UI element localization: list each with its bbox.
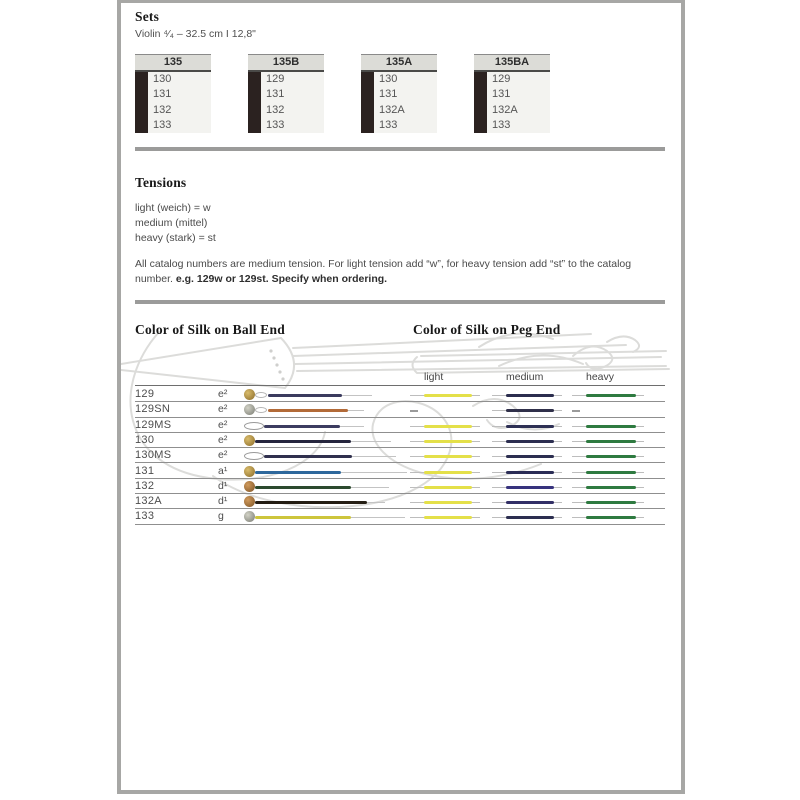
ball-end-silk-color [255,471,341,474]
catalog-number: 130MS [135,449,172,462]
color-row-130 [135,432,665,448]
color-row-129 [135,386,665,402]
catalog-number: 130 [135,433,155,446]
color-row-129MS [135,417,665,433]
string-note: e² [218,388,228,400]
column-header-light: light [424,371,444,383]
set-item: 129 [492,73,511,85]
peg-end-silk-color-light [424,501,472,504]
string-note: e² [218,433,228,446]
string-tail [352,456,396,457]
ball-end-silk-color [255,516,351,519]
ball-end-string-illustration [244,493,424,508]
color-row-129SN [135,401,665,417]
ball-end-silk-color [264,425,340,428]
ball-end-silver-icon [244,404,255,415]
string-tail [341,472,407,473]
set-item: 133 [492,118,511,131]
set-item: 131 [266,88,285,101]
peg-end-cell-medium [492,493,570,508]
peg-end-cell-heavy [572,463,652,478]
peg-end-silk-color-heavy [586,501,636,504]
set-item: 132A [379,103,405,116]
ball-end-silk-color [268,394,342,397]
no-tension-dash [410,410,418,412]
peg-end-title: Color of Silk on Peg End [413,322,561,337]
peg-end-silk-color-light [424,455,472,458]
string-note: e² [218,403,228,416]
peg-end-cell-light [410,493,488,508]
tension-note-bold: e.g. 129w or 129st. Specify when ordering. [175,272,388,285]
string-note: e² [218,449,228,462]
loop-end-icon [244,452,264,460]
peg-end-silk-color-medium [506,516,554,519]
set-table-dark-bar [361,72,374,133]
peg-end-silk-color-light [424,440,472,443]
ball-end-string-illustration [244,478,424,493]
peg-end-cell-heavy [572,447,652,462]
string-note: e² [218,418,228,431]
peg-end-silk-color-light [424,394,472,397]
peg-end-cell-heavy [572,401,652,416]
color-row-132A [135,493,665,509]
peg-end-cell-medium [492,401,570,416]
ball-end-string-illustration [244,463,424,478]
peg-end-silk-color-light [424,425,472,428]
tensions-title: Tensions [135,175,187,190]
peg-end-cell-medium [492,447,570,462]
peg-end-cell-medium [492,508,570,523]
set-item: 133 [266,118,285,131]
peg-end-silk-color-heavy [586,440,636,443]
peg-end-silk-color-light [424,516,472,519]
loop-end-icon [244,422,264,430]
ball-end-silk-color [255,501,367,504]
peg-end-cell-light [410,463,488,478]
section-divider-1 [135,147,665,151]
ball-end-copper-icon [244,481,255,492]
string-tail [351,441,391,442]
peg-end-silk-color-heavy [586,471,636,474]
string-tail [348,410,364,411]
set-table-header: 135BA [474,54,550,72]
catalog-number: 132A [135,495,162,508]
set-table-body [135,72,211,133]
peg-end-silk-color-light [424,486,472,489]
set-table-135 [135,54,211,133]
string-tail [340,426,364,427]
peg-end-cell-heavy [572,417,652,432]
set-tables-row [135,54,665,134]
color-row-132 [135,478,665,494]
set-table-dark-bar [474,72,487,133]
ball-end-silk-color [255,486,351,489]
set-item: 132 [153,103,172,116]
ball-end-silk-color [264,455,352,458]
tension-line: light (weich) = w [135,202,211,214]
peg-end-silk-color-medium [506,455,554,458]
peg-end-cell-medium [492,478,570,493]
peg-end-silk-color-heavy [586,425,636,428]
set-item: 132 [266,103,285,116]
peg-end-silk-color-medium [506,425,554,428]
string-note: a¹ [218,464,228,477]
peg-end-cell-heavy [572,508,652,523]
peg-end-silk-color-heavy [586,394,636,397]
string-loop-icon [255,392,267,398]
catalog-number: 133 [135,510,155,523]
set-item: 133 [153,118,172,131]
ball-end-gold-icon [244,389,255,400]
peg-end-cell-medium [492,463,570,478]
peg-end-cell-light [410,508,488,523]
set-table-135A [361,54,437,133]
peg-end-silk-color-medium [506,471,554,474]
string-tail [351,487,389,488]
catalog-number: 129SN [135,403,171,416]
set-table-body [474,72,550,133]
ball-end-gold-icon [244,466,255,477]
set-item: 131 [153,88,172,101]
sets-subtitle: Violin ⁴⁄₄ – 32.5 cm I 12,8" [135,28,256,40]
tension-note-regular: All catalog numbers are medium tension. For light tension add “w”, for heavy tension add “st” to the catalog number. [135,258,632,285]
peg-end-cell-heavy [572,493,652,508]
tension-lines [135,201,216,246]
peg-end-silk-color-heavy [586,455,636,458]
ball-end-silver-icon [244,511,255,522]
tension-line: medium (mittel) [135,217,208,229]
ball-end-gold-icon [244,435,255,446]
ball-end-string-illustration [244,401,424,416]
set-table-header: 135 [135,54,211,72]
peg-end-cell-light [410,401,488,416]
peg-end-silk-color-medium [506,486,554,489]
set-table-body [248,72,324,133]
string-tail [342,395,372,396]
peg-end-cell-medium [492,417,570,432]
set-item: 130 [379,73,398,85]
set-table-135BA [474,54,550,133]
catalog-number: 129MS [135,418,172,431]
peg-end-cell-light [410,386,488,401]
peg-end-cell-light [410,447,488,462]
color-row-133 [135,508,665,524]
string-note: g [218,510,224,523]
ball-end-silk-color [268,409,348,412]
peg-end-cell-heavy [572,432,652,447]
set-table-header: 135A [361,54,437,72]
peg-end-cell-medium [492,432,570,447]
set-item: 132A [492,103,518,116]
set-table-body [361,72,437,133]
peg-end-silk-color-heavy [586,516,636,519]
ball-end-silk-color [255,440,351,443]
peg-end-silk-color-medium [506,394,554,397]
tension-note [135,257,667,286]
set-item: 130 [153,73,172,85]
peg-end-cell-medium [492,386,570,401]
ball-end-string-illustration [244,508,424,523]
ball-end-title: Color of Silk on Ball End [135,322,285,337]
set-item: 131 [379,88,398,101]
set-table-135B [248,54,324,133]
section-divider-2 [135,300,665,304]
color-row-131 [135,463,665,479]
no-tension-dash [572,410,580,412]
peg-end-silk-color-medium [506,501,554,504]
catalog-number: 132 [135,479,155,492]
peg-end-cell-light [410,417,488,432]
catalog-number: 129 [135,388,155,400]
peg-end-silk-color-light [424,471,472,474]
ball-end-string-illustration [244,386,424,401]
string-tail [351,517,405,518]
peg-end-silk-color-medium [506,440,554,443]
string-tail [367,502,385,503]
tension-line: heavy (stark) = st [135,232,216,244]
column-header-heavy: heavy [586,371,615,383]
sets-title: Sets [135,9,160,24]
peg-end-cell-light [410,432,488,447]
set-table-dark-bar [135,72,148,133]
ball-end-string-illustration [244,417,424,432]
string-loop-icon [255,407,267,413]
ball-end-copper-icon [244,496,255,507]
ball-end-string-illustration [244,447,424,462]
peg-end-cell-heavy [572,386,652,401]
set-item: 131 [492,88,511,101]
set-item: 129 [266,73,285,85]
set-table-header: 135B [248,54,324,72]
set-item: 133 [379,118,398,131]
color-row-130MS [135,447,665,463]
catalog-number: 131 [135,464,155,477]
peg-end-cell-heavy [572,478,652,493]
peg-end-cell-light [410,478,488,493]
peg-end-silk-color-medium [506,409,554,412]
string-note: d¹ [218,479,228,492]
column-header-medium: medium [506,371,544,383]
set-table-dark-bar [248,72,261,133]
peg-end-silk-color-heavy [586,486,636,489]
string-note: d¹ [218,495,228,508]
catalog-page [117,0,685,794]
ball-end-string-illustration [244,432,424,447]
